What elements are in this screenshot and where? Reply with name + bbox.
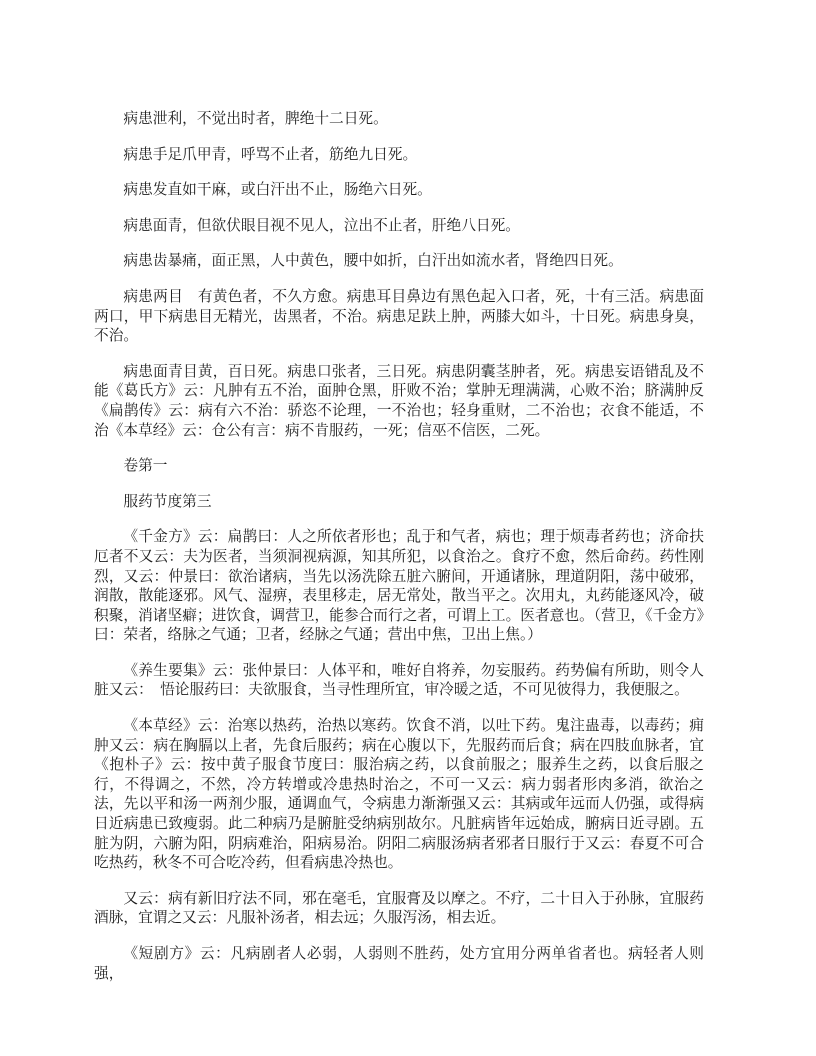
paragraph-mortal-signs-3: 病患发直如干麻，或白汗出不止，肠绝六日死。 [123, 182, 432, 199]
paragraph-mortal-signs-1: 病患泄利，不觉出时者，脾绝十二日死。 [123, 111, 388, 127]
paragraph-mortal-signs-2: 病患手足爪甲青，呼骂不止者，筋绝九日死。 [123, 146, 418, 163]
paragraph-mortal-signs-7: 病患面青目黄，百日死。病患口张者，三日死。病患阴囊茎肿者，死。病患妄语错乱及不能《葛氏方》云：凡肿有五不治，面肿仓黑，肝败不治；掌肿无理满满，心败不治；脐满肿反《扁鹊传》云：病有六不治：骄恣不论理，一不治也；轻身重财，二不治也；衣食不能适，不治《本草经》云：仓公有言：病不肯服药，一死；信巫不信医，二死。 [94, 363, 704, 439]
paragraph-mortal-signs-4: 病患面青，但欲伏眼目视不见人，泣出不止者，肝绝八日死。 [123, 217, 520, 234]
section-heading-chapter: 服药节度第三 [123, 493, 212, 510]
text-block [94, 110, 704, 1000]
paragraph-mortal-signs-5: 病患齿暴痛，面正黑，人中黄色，腰中如折，白汗出如流水者，肾绝四日死。 [123, 253, 623, 270]
paragraph-duanjufang: 《短剧方》云：凡病剧者人必弱，人弱则不胜药，处方宜用分两单省者也。病轻者人则强， [94, 946, 704, 982]
paragraph-youyun: 又云：病有新旧疗法不同，邪在毫毛，宜服膏及以摩之。不疗，二十日入于孙脉，宜服药酒脉，宜谓之又云：凡服补汤者，相去远；久服泻汤，相去近。 [94, 890, 704, 927]
paragraph-bencaojing: 《本草经》云：治寒以热药，治热以寒药。饮食不消，以吐下药。鬼注蛊毒，以毒药；痈肿又云：病在胸膈以上者，先食后服药；病在心腹以下，先服药而后食；病在四肢血脉者，宜《抱朴子》云：按中黄子服食节度曰：服治病之药，以食前服之；服养生之药，以食后服之行，不得调之，不然，冷方转增或冷患热时治之，不可一又云：病力弱者形肉多消，欲治之法，先以平和汤一两剂少服，通调血气，令病患力渐渐强又云：其病或年远而人仍强，或得病日近病患已致瘦弱。此二种病乃是腑脏受纳病别故尔。凡脏病皆年远始成，腑病日近寻剧。五脏为阴，六腑为阳，阴病难治，阳病易治。阴阳二病服汤病者邪者日服行于又云：春夏不可合吃热药，秋冬不可合吃冷药，但看病患冷热也。 [94, 718, 704, 872]
section-heading-volume: 卷第一 [123, 458, 168, 475]
paragraph-yangshengyaoji: 《养生要集》云：张仲景曰：人体平和，唯好自将养，勿妄服药。药势偏有所助，则令人脏又云： 悟论服药曰：夫欲服食，当寻性理所宜，审冷暖之适，不可见彼得力，我便服之。 [94, 662, 704, 699]
paragraph-qianjinfang: 《千金方》云：扁鹊曰：人之所依者形也；乱于和气者，病也；理于烦毒者药也；济命扶厄者不又云：夫为医者，当须洞视病源，知其所犯，以食治之。食疗不愈，然后命药。药性刚烈，又云：仲景曰：欲治诸病，当先以汤洗除五脏六腑间，开通诸脉，理道阴阳，荡中破邪，润散，散能逐邪。风气、湿痹，表里移走，居无常处，散当平之。次用丸，丸药能逐风冷，破积聚，消诸坚癖；进饮食，调营卫，能参合而行之者，可谓上工。医者意也。（营卫，《千金方》曰：荣者，络脉之气通；卫者，经脉之气通；营出中焦，卫出上焦。） [94, 529, 704, 644]
paragraph-mortal-signs-6: 病患两目 有黄色者，不久方愈。病患耳目鼻边有黑色起入口者，死，十有三活。病患面两口，甲下病患目无精光，齿黑者，不治。病患足趺上肿，两膝大如斗，十日死。病患身臭，不治。 [94, 288, 704, 345]
